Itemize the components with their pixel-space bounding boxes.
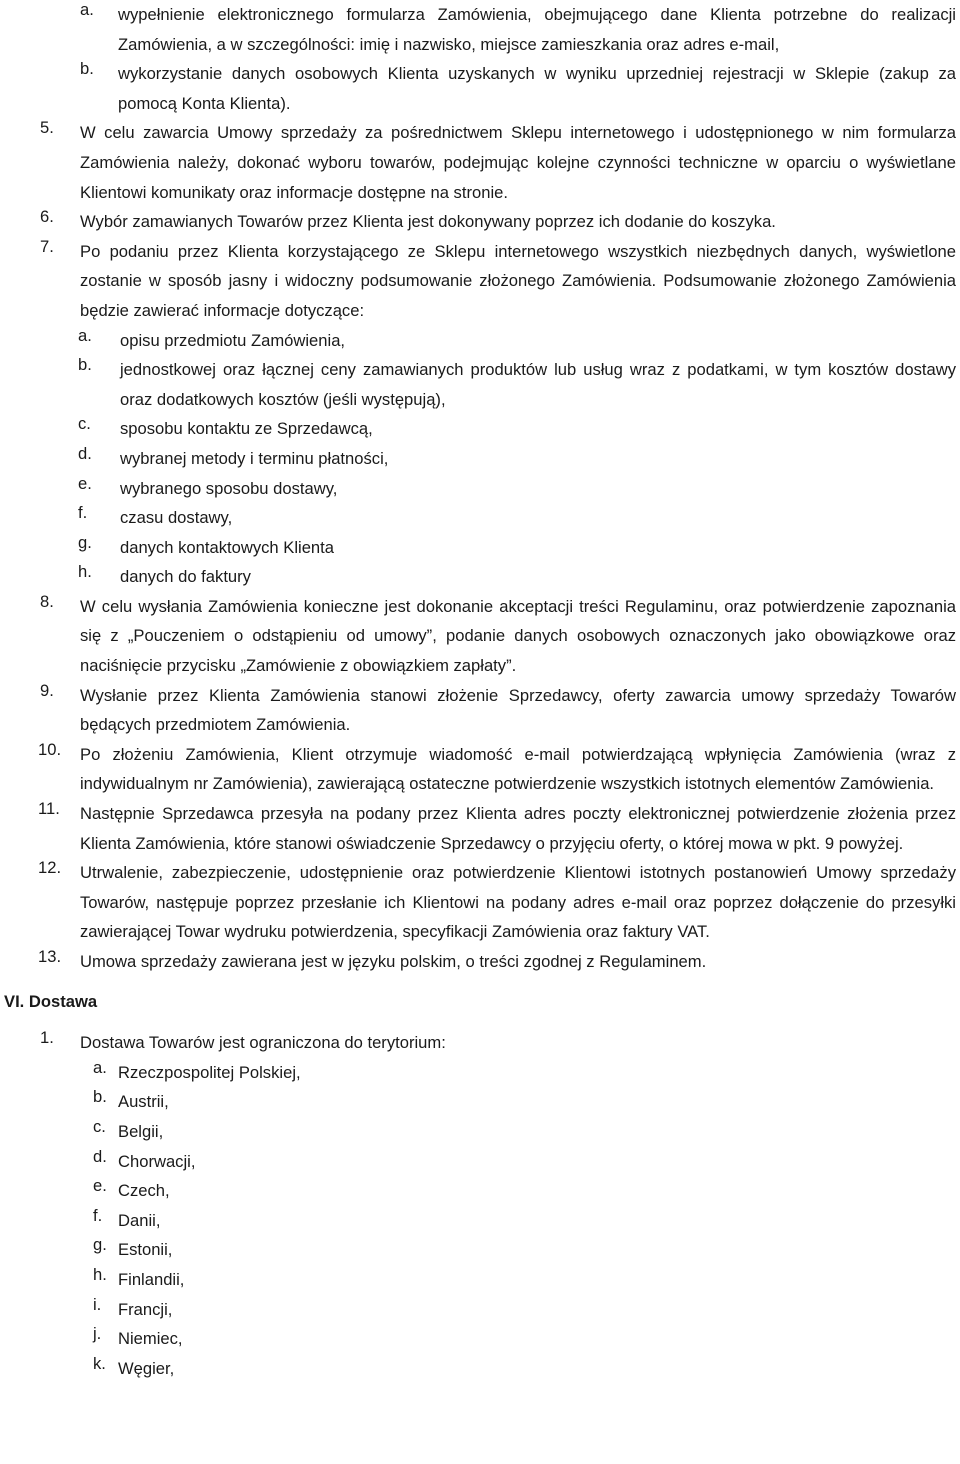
country-name: Chorwacji, xyxy=(118,1151,196,1171)
country-item-c xyxy=(93,1116,960,1147)
summary-item-c xyxy=(78,414,956,444)
country-item-j xyxy=(93,1324,960,1354)
list-text: wybranej metody i terminu płatności, xyxy=(120,448,389,468)
country-item-e xyxy=(93,1176,960,1206)
point-number: 12. xyxy=(38,858,62,878)
list-label: k. xyxy=(93,1353,106,1373)
point-11 xyxy=(38,799,956,858)
point-text: Następnie Sprzedawca przesyła na podany przez Klienta adres poczty elektronicznej potwierdzenie złożenia przez Klienta Zamówienia, które stanowi oświadczenie Sprzedawcy o przyjęciu oferty, o której mowa w pkt. 9 powyżej. xyxy=(80,804,956,853)
country-name: Belgii, xyxy=(118,1121,164,1141)
list-text: opisu przedmiotu Zamówienia, xyxy=(120,330,346,350)
country-item-i xyxy=(93,1294,960,1325)
point-number: 9. xyxy=(40,680,54,700)
point-number: 8. xyxy=(40,591,54,611)
list-text: wybranego sposobu dostawy, xyxy=(120,478,338,498)
country-name: Austrii, xyxy=(118,1092,169,1112)
point-8 xyxy=(40,591,956,681)
point-number: 7. xyxy=(40,236,54,256)
list-label: e. xyxy=(93,1176,107,1196)
summary-item-d xyxy=(78,443,956,474)
country-name: Danii, xyxy=(118,1210,161,1230)
list-text: sposobu kontaktu ze Sprzedawcą, xyxy=(120,419,373,439)
summary-item-f xyxy=(78,503,956,533)
list-label: b. xyxy=(93,1087,107,1107)
list-label: h. xyxy=(93,1264,107,1284)
list-label: c. xyxy=(78,414,91,434)
point-number: 1. xyxy=(40,1028,54,1048)
point-text: W celu wysłania Zamówienia konieczne jest dokonanie akceptacji treści Regulaminu, oraz potwierdzenie zapoznania się z „Pouczeniem o odstąpieniu od umowy”, podanie danych osobowych oznaczonych jako obowiązkowe oraz naciśnięcie przycisku „Zamówienie z obowiązkiem zapłaty”. xyxy=(80,596,956,676)
point-10 xyxy=(38,739,956,799)
list-item-top-b xyxy=(80,59,956,118)
list-label: g. xyxy=(78,532,92,552)
list-label: f. xyxy=(78,503,88,523)
country-item-f xyxy=(93,1205,960,1236)
country-name: Francji, xyxy=(118,1299,173,1319)
list-label: g. xyxy=(93,1235,107,1255)
list-text: danych do faktury xyxy=(120,567,251,587)
country-item-a xyxy=(93,1057,960,1088)
list-label: c. xyxy=(93,1116,106,1136)
point-number: 10. xyxy=(38,739,62,759)
country-name: Estonii, xyxy=(118,1240,173,1260)
list-label: f. xyxy=(93,1205,103,1225)
list-label: d. xyxy=(93,1146,107,1166)
point-text: Wysłanie przez Klienta Zamówienia stanowi złożenie Sprzedawcy, oferty zawarcia umowy sprzedaży Towarów będących przedmiotem Zamówienia. xyxy=(80,685,956,735)
point-text: Po złożeniu Zamówienia, Klient otrzymuje wiadomość e-mail potwierdzającą wpłynięcia Zamówienia (wraz z indywidualnym nr Zamówienia), zawierającą ostateczne potwierdzenie wszystkich istotnych elementów Zamówienia. xyxy=(80,744,956,794)
country-name: Węgier, xyxy=(118,1358,175,1378)
country-item-b xyxy=(93,1087,960,1117)
list-label: j. xyxy=(93,1324,102,1344)
list-label: b. xyxy=(80,59,94,79)
list-label: a. xyxy=(80,0,94,19)
point-6 xyxy=(40,207,956,237)
list-text: czasu dostawy, xyxy=(120,508,233,528)
point-7 xyxy=(40,236,956,326)
list-text: danych kontaktowych Klienta xyxy=(120,537,335,557)
point-text: Dostawa Towarów jest ograniczona do terytorium: xyxy=(80,1033,446,1053)
list-label: a. xyxy=(78,325,92,345)
list-label: e. xyxy=(78,473,92,493)
summary-item-h xyxy=(78,562,956,592)
point-number: 5. xyxy=(40,118,54,138)
list-label: d. xyxy=(78,443,92,463)
point-text: Umowa sprzedaży zawierana jest w języku polskim, o treści zgodnej z Regulaminem. xyxy=(80,952,707,971)
point-number: 11. xyxy=(38,799,60,819)
list-text: wypełnienie elektronicznego formularza Zamówienia, obejmującego dane Klienta potrzebne do realizacji Zamówienia, a w szczególności: imię i nazwisko, miejsce zamieszkania oraz adres e-mail, xyxy=(118,5,956,54)
point-9 xyxy=(40,680,956,740)
list-label: a. xyxy=(93,1057,107,1077)
point-text: Po podaniu przez Klienta korzystającego ze Sklepu internetowego wszystkich niezbędnych danych, wyświetlone zostanie w sposób jasny i widoczny podsumowanie złożonego Zamówienia. Podsumowanie złożonego Zamówienia będzie zawierać informacje dotyczące: xyxy=(80,241,956,320)
country-name: Finlandii, xyxy=(118,1269,185,1289)
country-item-d xyxy=(93,1146,960,1177)
list-label: i. xyxy=(93,1294,102,1314)
list-label: h. xyxy=(78,562,92,582)
summary-item-e xyxy=(78,473,956,504)
point-number: 13. xyxy=(38,947,62,966)
country-name: Rzeczpospolitej Polskiej, xyxy=(118,1062,301,1082)
point-text: Wybór zamawianych Towarów przez Klienta jest dokonywany poprzez ich dodanie do koszyka. xyxy=(80,212,776,232)
summary-item-a xyxy=(78,325,956,356)
delivery-point-1 xyxy=(40,1028,956,1058)
point-12 xyxy=(38,858,956,947)
list-text: wykorzystanie danych osobowych Klienta uzyskanych w wyniku uprzedniej rejestracji w Sklepie (zakup za pomocą Konta Klienta). xyxy=(118,64,956,113)
summary-item-g xyxy=(78,532,956,563)
list-text: jednostkowej oraz łącznej ceny zamawianych produktów lub usług wraz z podatkami, w tym kosztów dostawy oraz dodatkowych kosztów (jeśli występują), xyxy=(120,360,956,409)
section-heading: VI. Dostawa xyxy=(4,991,98,1011)
summary-item-b xyxy=(78,355,956,414)
list-item-top-a xyxy=(80,0,956,59)
point-number: 6. xyxy=(40,207,54,227)
country-name: Niemiec, xyxy=(118,1329,183,1349)
country-item-h xyxy=(93,1264,960,1295)
point-text: W celu zawarcia Umowy sprzedaży za pośrednictwem Sklepu internetowego i udostępnionego w nim formularza Zamówienia należy, dokonać wyboru towarów, podejmując kolejne czynności techniczne w oparciu o wyświetlane Klientowi komunikaty oraz informacje dostępne na stronie. xyxy=(80,123,956,202)
point-5 xyxy=(40,118,956,207)
country-name: Czech, xyxy=(118,1181,170,1201)
country-item-g xyxy=(93,1235,960,1265)
point-text: Utrwalenie, zabezpieczenie, udostępnienie oraz potwierdzenie Klientowi istotnych postanowień Umowy sprzedaży Towarów, następuje poprzez przesłanie ich Klientowi na podany adres e-mail oraz poprzez dołączenie do przesyłki zawierającej Towar wydruku potwierdzenia, specyfikacji Zamówienia oraz faktury VAT. xyxy=(80,863,956,942)
point-13 xyxy=(38,947,956,977)
country-item-k xyxy=(93,1353,960,1384)
list-label: b. xyxy=(78,355,92,375)
